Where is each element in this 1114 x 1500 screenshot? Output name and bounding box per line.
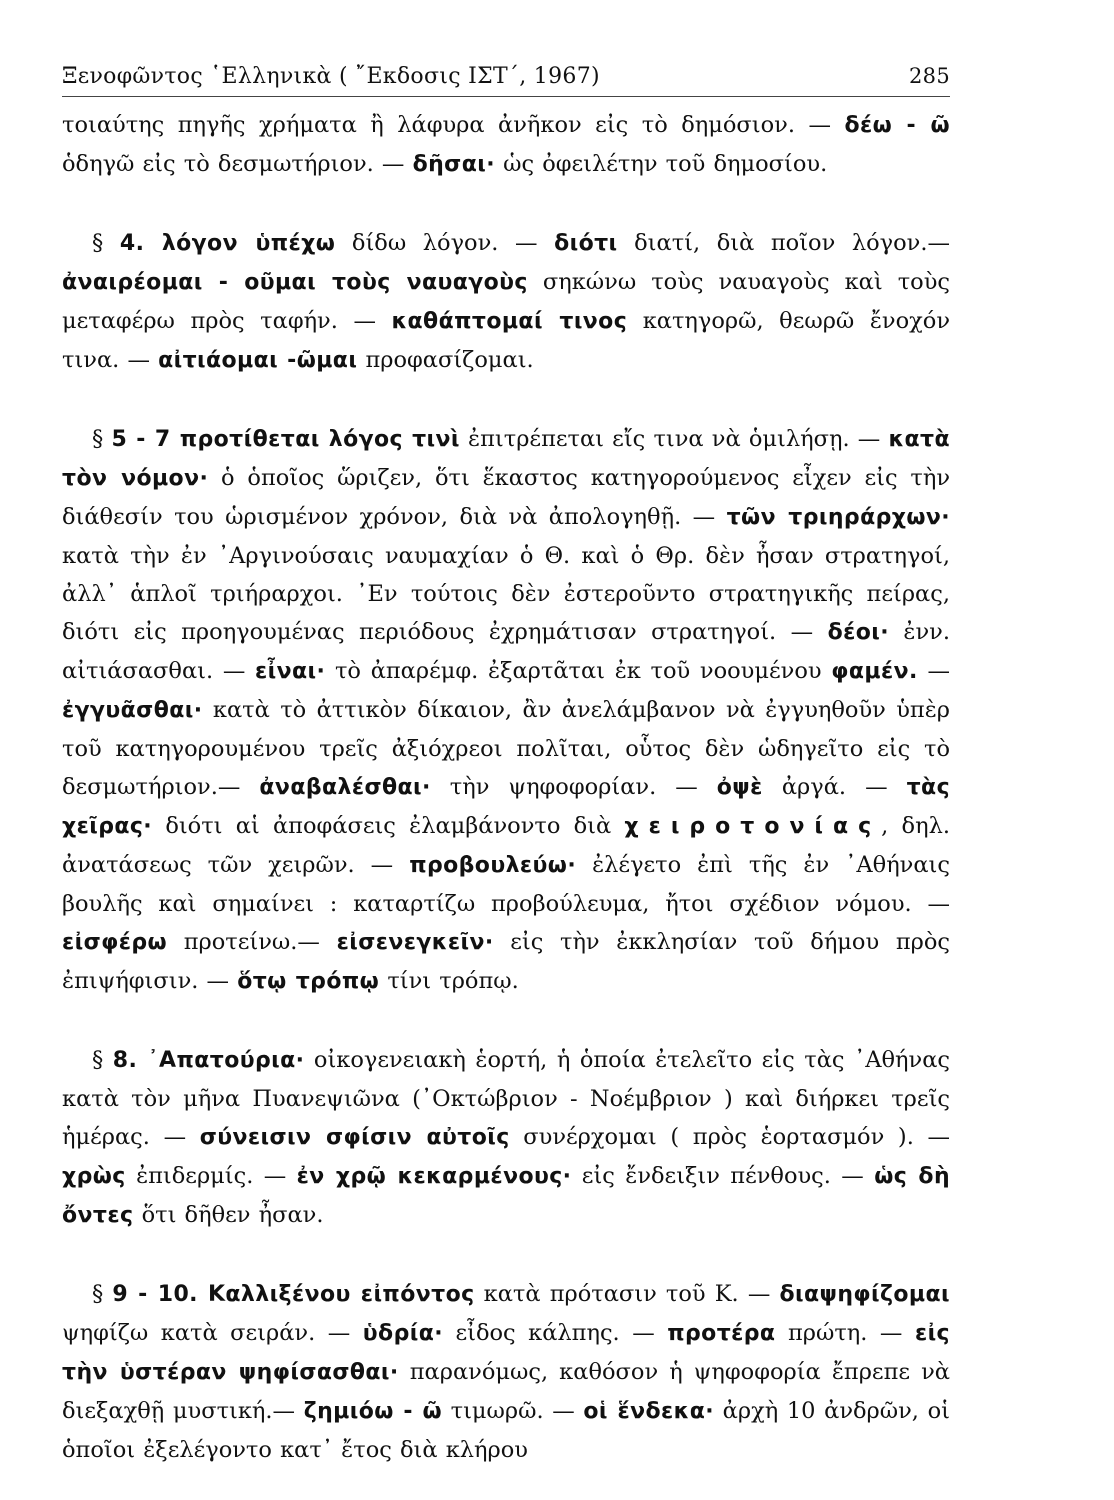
gloss-text: §	[92, 426, 112, 452]
lemma-term: ὅτῳ τρόπῳ	[237, 969, 380, 994]
gloss-text: προφασίζομαι.	[357, 347, 534, 373]
gloss-text: §	[92, 1047, 113, 1073]
gloss-text: §	[92, 1281, 113, 1307]
lemma-term: διαψηφίζομαι	[779, 1282, 950, 1307]
gloss-text: διότι αἱ ἀποφάσεις ἐλαμβάνοντο διὰ	[152, 813, 625, 839]
gloss-text: οἰκογενειακὴ ἑορτή, ἡ ὁποία ἐτελεῖτο εἰς τὰς ᾽Αθήνας κατὰ τὸν μῆνα Πυανεψιῶνα (᾽Οκτώβριον - Νοέμβριον ) καὶ διήρκει τρεῖς ἡμέρας. —	[62, 1047, 950, 1150]
lemma-term: 9 - 10. Καλλιξένου εἰπόντος	[112, 1282, 475, 1307]
gloss-text: τὴν ψηφοφορίαν. —	[430, 774, 717, 800]
lemma-term: εἰς τὴν ὑστέραν ψηφίσασθαι·	[62, 1321, 950, 1385]
gloss-text: κατηγορῶ, θεωρῶ ἔνοχόν τινα. —	[62, 308, 950, 373]
lemma-term: ἀναιρέομαι - οῦμαι τοὺς ναυαγοὺς	[62, 270, 528, 295]
gloss-text: πρώτη. —	[775, 1320, 915, 1346]
paragraph-continuation	[62, 106, 950, 184]
paragraph-section-5-7	[62, 420, 950, 1001]
gloss-text: ἐνν. αἰτιάσασθαι. —	[62, 619, 951, 684]
lemma-term: ἐγγυᾶσθαι·	[62, 698, 203, 723]
gloss-text: δίδω λόγον. —	[335, 230, 555, 256]
paragraph-section-8	[62, 1041, 950, 1235]
page-number: 285	[909, 64, 950, 88]
gloss-text: ἀρχὴ 10 ἀνδρῶν, οἱ ὁποῖοι ἐξελέγοντο κατ᾽ ἔτος διὰ κλήρου	[62, 1398, 950, 1463]
lemma-term: χρὼς	[62, 1164, 126, 1189]
lemma-term: προβουλεύω·	[409, 853, 577, 878]
lemma-term: προτέρα	[667, 1321, 776, 1346]
gloss-text: εἶδος κάλπης. —	[442, 1320, 668, 1346]
lemma-term: ὡς δὴ ὄντες	[62, 1164, 951, 1228]
paragraph-section-4	[62, 224, 950, 380]
lemma-term: κατὰ τὸν νόμον·	[62, 427, 950, 491]
lemma-term: σύνεισιν σφίσιν αὐτοῖς	[199, 1125, 510, 1150]
gloss-text: ὡς ὀφειλέτην τοῦ δημοσίου.	[494, 151, 828, 177]
gloss-text: τίνι τρόπῳ.	[379, 968, 519, 994]
gloss-text: διατί, διὰ ποῖον λόγον.—	[617, 230, 951, 256]
lemma-term: τῶν τριηράρχων·	[726, 505, 950, 530]
gloss-text: κατὰ τὴν ἐν ᾽Αργινούσαις ναυμαχίαν ὁ Θ. καὶ ὁ Θρ. δὲν ἦσαν στρατηγοί, ἀλλ᾽ ἁπλοῖ τριήραρχοι. ᾽Εν τούτοις δὲν ἐστεροῦντο στρατηγικῆς πείρας, διότι εἰς προηγουμένας περιόδους ἐχρημάτισαν στρατηγοί. —	[62, 543, 950, 645]
lemma-term: οἱ ἕνδεκα·	[583, 1399, 714, 1424]
lemma-term: 8. ᾽Απατούρια·	[112, 1048, 305, 1073]
gloss-text: ἀργά. —	[762, 774, 907, 800]
running-header	[62, 64, 950, 97]
gloss-text: ψηφίζω κατὰ σειράν. —	[62, 1320, 363, 1346]
running-title: Ξενοφῶντος ῾Ελληνικὰ ( ῎Εκδοσις ΙΣΤ΄, 1967)	[62, 64, 600, 89]
lemma-term: εἶναι·	[255, 659, 326, 684]
gloss-text: ἐπιτρέπεται εἴς τινα νὰ ὁμιλήσῃ. —	[459, 426, 889, 452]
lemma-term: δῆσαι·	[412, 152, 495, 177]
lemma-term: διότι	[554, 231, 618, 256]
lemma-term: εἰσενεγκεῖν·	[336, 930, 494, 955]
gloss-text: κατὰ τὸ ἀττικὸν δίκαιον, ἂν ἀνελάμβανον νὰ ἐγγυηθοῦν ὑπὲρ τοῦ κατηγορουμένου τρεῖς ἀξιόχρεοι πολῖται, οὗτος δὲν ὡδηγεῖτο εἰς τὸ δεσμωτήριον.—	[62, 697, 950, 800]
lemma-term: φαμέν.	[831, 659, 918, 684]
lemma-term: τὰς χεῖρας·	[62, 775, 951, 839]
gloss-text: τὸ ἀπαρέμφ. ἐξαρτᾶται ἐκ τοῦ νοουμένου	[325, 658, 832, 684]
gloss-text: σηκώνω τοὺς ναυαγοὺς καὶ τοὺς μεταφέρω πρὸς ταφήν. —	[62, 269, 950, 334]
gloss-text: §	[92, 230, 120, 256]
lemma-term: ζημιόω - ῶ	[303, 1399, 442, 1424]
gloss-text: προτείνω.—	[167, 929, 337, 955]
lemma-term: δέω - ῶ	[844, 113, 950, 138]
gloss-text: ἐπιδερμίς. —	[125, 1163, 297, 1189]
gloss-text: ὁδηγῶ εἰς τὸ δεσμωτήριον. —	[62, 151, 413, 177]
gloss-text: συνέρχομαι ( πρὸς ἑορτασμόν ). —	[509, 1124, 950, 1150]
lemma-term: αἰτιάομαι -ῶμαι	[158, 348, 358, 373]
gloss-text: , δηλ. ἀνατάσεως τῶν χειρῶν. —	[62, 813, 950, 878]
lemma-term: καθάπτομαί τινος	[391, 309, 628, 334]
gloss-text: εἰς τὴν ἐκκλησίαν τοῦ δήμου πρὸς ἐπιψήφισιν. —	[62, 929, 950, 994]
lemma-term: ἀναβαλέσθαι·	[259, 775, 431, 800]
gloss-text: εἰς ἔνδειξιν πένθους. —	[571, 1163, 875, 1189]
paragraph-section-9-10	[62, 1275, 950, 1469]
lemma-term: δέοι·	[827, 620, 889, 645]
lemma-term: 4. λόγον ὑπέχω	[119, 231, 336, 256]
gloss-text: τοιαύτης πηγῆς χρήματα ἢ λάφυρα ἀνῆκον εἰς τὸ δημόσιον. —	[62, 112, 845, 138]
lemma-term: εἰσφέρω	[62, 930, 168, 955]
gloss-text: κατὰ πρότασιν τοῦ Κ. —	[474, 1281, 780, 1307]
lemma-term: ὑδρία·	[362, 1321, 443, 1346]
spaced-emphasis: χειροτονίας	[624, 814, 882, 839]
gloss-text: παρανόμως, καθόσον ἡ ψηφοφορία ἔπρεπε νὰ διεξαχθῇ μυστική.—	[62, 1359, 950, 1424]
gloss-text: τιμωρῶ. —	[441, 1398, 584, 1424]
gloss-text: ὁ ὁποῖος ὥριζεν, ὅτι ἕκαστος κατηγορούμενος εἶχεν εἰς τὴν διάθεσίν του ὡρισμένον χρόνον, διὰ νὰ ἀπολογηθῇ. —	[62, 465, 951, 530]
commentary-body	[62, 106, 950, 1466]
gloss-text: —	[917, 658, 950, 684]
lemma-term: ἐν χρῷ κεκαρμένους·	[296, 1164, 572, 1189]
lemma-term: 5 - 7 προτίθεται λόγος τινὶ	[111, 427, 460, 452]
lemma-term: ὀψὲ	[716, 775, 763, 800]
gloss-text: ἐλέγετο ἐπὶ τῆς ἐν ᾽Αθήναις βουλῆς καὶ σημαίνει : καταρτίζω προβούλευμα, ἤτοι σχέδιον νόμου. —	[62, 852, 950, 917]
gloss-text: ὅτι δῆθεν ἦσαν.	[133, 1202, 324, 1228]
